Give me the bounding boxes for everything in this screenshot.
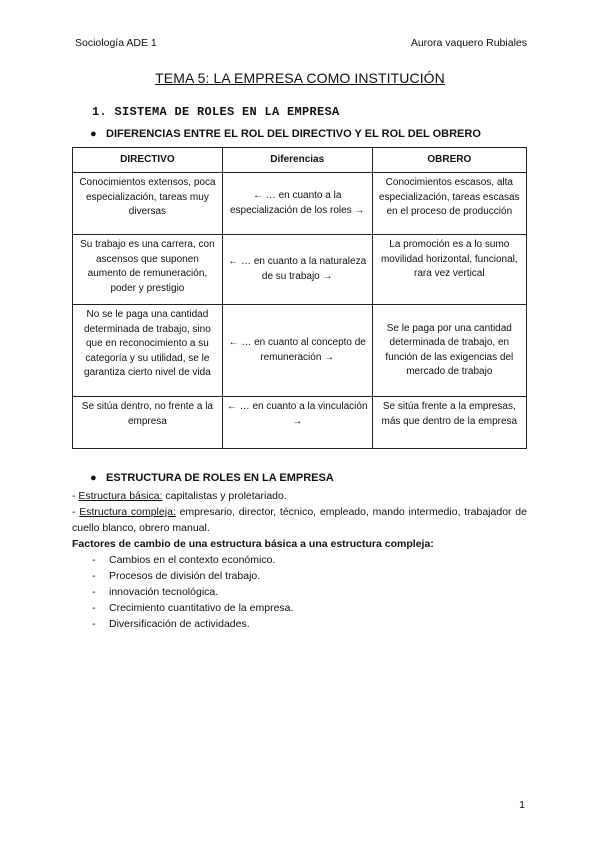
factors-heading: Factores de cambio de una estructura básica a una estructura compleja:: [72, 538, 434, 550]
basic-structure-line: - Estructura básica: capitalistas y proletariado.: [72, 490, 287, 502]
table-cell: Conocimientos escasos, alta especialización, tareas escasas en el proceso de producción: [372, 173, 526, 235]
list-item: - Procesos de división del trabajo.: [92, 570, 261, 582]
bullet-text: ESTRUCTURA DE ROLES EN LA EMPRESA: [106, 472, 334, 484]
table-cell: ← … en cuanto a la naturaleza de su trabajo →: [222, 235, 372, 305]
bullet-text: DIFERENCIAS ENTRE EL ROL DEL DIRECTIVO Y EL ROL DEL OBRERO: [106, 128, 481, 140]
table-row: [73, 173, 527, 235]
table-cell: Se sitúa dentro, no frente a la empresa: [73, 397, 223, 449]
table-cell: ← … en cuanto a la especialización de los roles →: [222, 173, 372, 235]
header-right: Aurora vaquero Rubiales: [410, 37, 527, 49]
section-heading: 1. SISTEMA DE ROLES EN LA EMPRESA: [92, 105, 340, 119]
table-cell: Se le paga por una cantidad determinada de trabajo, en función de las exigencias del mercado de trabajo: [372, 305, 526, 397]
table-cell: Conocimientos extensos, poca especialización, tareas muy diversas: [73, 173, 223, 235]
table-cell: La promoción es a lo sumo movilidad horizontal, funcional, rara vez vertical: [372, 235, 526, 305]
table-header-row: [73, 148, 527, 173]
bullet-heading-differences: [90, 128, 481, 140]
factors-list: [92, 552, 293, 632]
table-row: [73, 235, 527, 305]
complex-structure-text: empresario, director, técnico, empleado, mando intermedio, trabajador de cuello blanco, obrero manual.: [72, 506, 527, 534]
bullet-icon: ●: [90, 472, 97, 484]
basic-structure-text: capitalistas y proletariado.: [162, 490, 287, 502]
table-cell: Se sitúa frente a la empresas, más que dentro de la empresa: [372, 397, 526, 449]
roles-table: [72, 147, 527, 449]
list-item: - Cambios en el contexto económico.: [92, 554, 276, 566]
table-cell: ← … en cuanto al concepto de remuneración →: [222, 305, 372, 397]
complex-structure-label: Estructura compleja:: [79, 506, 176, 518]
list-item: - Crecimiento cuantitativo de la empresa.: [92, 602, 294, 614]
basic-structure-label: Estructura básica:: [78, 490, 163, 502]
table-row: [73, 305, 527, 397]
table-cell: Su trabajo es una carrera, con ascensos que suponen aumento de remuneración, poder y prestigio: [73, 235, 223, 305]
header-left: Sociología ADE 1: [75, 37, 157, 49]
table-header-cell: OBRERO: [372, 148, 526, 173]
bullet-heading-structure: [90, 472, 334, 484]
complex-structure-line: - Estructura compleja: empresario, director, técnico, empleado, mando intermedio, trabajador de cuello blanco, obrero manual.: [72, 506, 527, 534]
page-title: TEMA 5: LA EMPRESA COMO INSTITUCIÓN: [155, 70, 445, 86]
table-header-cell: Diferencias: [222, 148, 372, 173]
list-item: - innovación tecnológica.: [92, 586, 219, 598]
table-cell: No se le paga una cantidad determinada de trabajo, sino que en reconocimiento a su categoría y su utilidad, se le garantiza cierto nivel de vida: [73, 305, 223, 397]
table-header-cell: DIRECTIVO: [73, 148, 223, 173]
table-cell: ← … en cuanto a la vinculación →: [222, 397, 372, 449]
list-item: - Diversificación de actividades.: [92, 618, 250, 630]
bullet-icon: ●: [90, 128, 97, 140]
table-row: [73, 397, 527, 449]
page-number: 1: [519, 799, 525, 811]
